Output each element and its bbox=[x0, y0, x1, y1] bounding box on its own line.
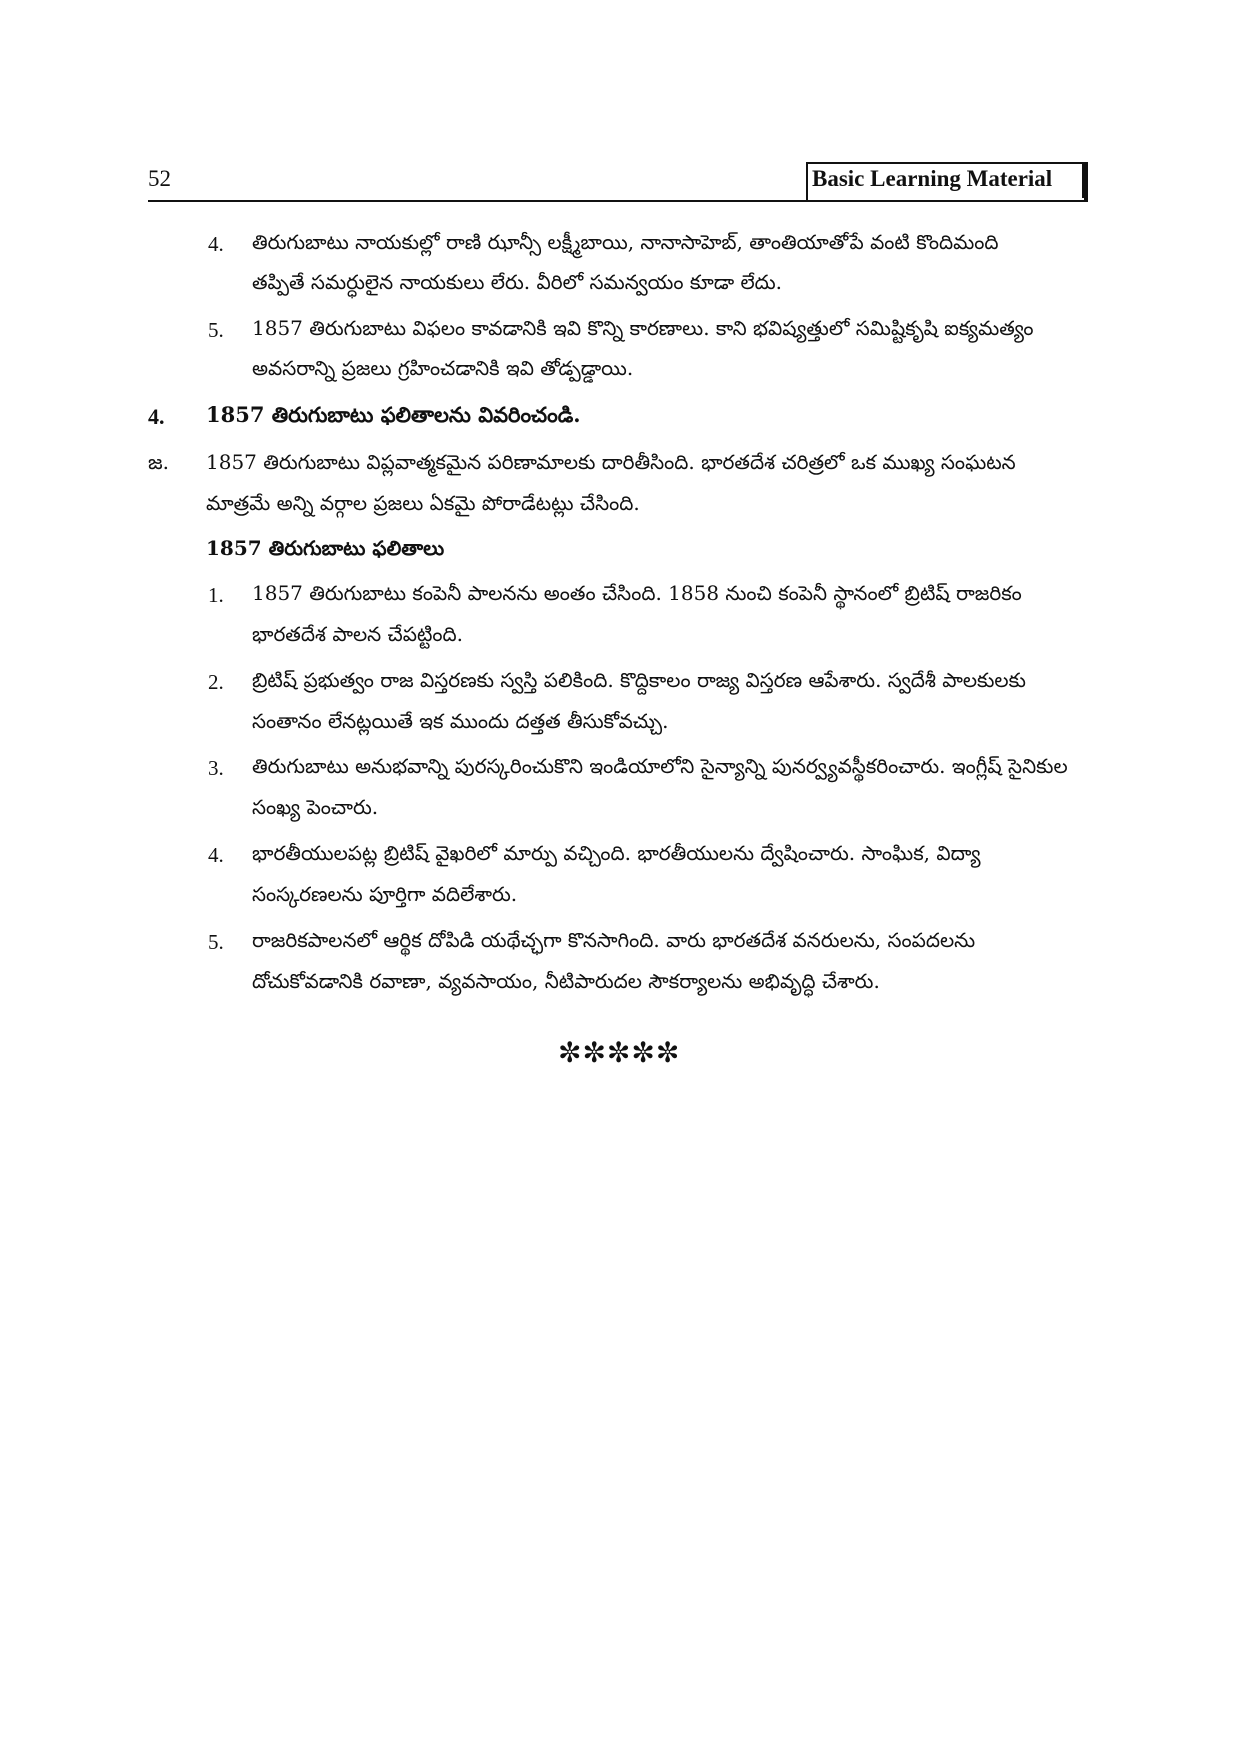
list-item-number: 2. bbox=[208, 670, 224, 694]
list-item-line: సంఖ్య పెంచారు. bbox=[252, 795, 379, 819]
page-number: 52 bbox=[148, 166, 171, 191]
list-item-line: బ్రిటిష్ ప్రభుత్వం రాజ విస్తరణకు స్వస్తి పలికింది. కొద్దికాలం రాజ్య విస్తరణ ఆపేశారు. స్వదేశీ పాలకులకు bbox=[252, 668, 1026, 692]
list-item-line: 1857 తిరుగుబాటు కంపెనీ పాలనను అంతం చేసింది. 1858 నుంచి కంపెనీ స్థానంలో బ్రిటిష్ రాజరికం bbox=[252, 581, 1022, 605]
end-of-section-stars: ✼✼✼✼✼ bbox=[558, 1036, 681, 1069]
list-item-line: అవసరాన్ని ప్రజలు గ్రహించడానికి ఇవి తోడ్పడ్డాయి. bbox=[252, 356, 634, 380]
subheading: 1857 తిరుగుబాటు ఫలితాలు bbox=[206, 536, 445, 560]
list-item-number: 4. bbox=[208, 843, 224, 867]
question-number: 4. bbox=[148, 404, 165, 429]
list-item-line: తిరుగుబాటు నాయకుల్లో రాణి ఝాన్సీ లక్ష్మీబాయి, నానాసాహెబ్, తాంతియాతోపే వంటి కొందిమంది bbox=[252, 230, 999, 254]
list-item-number: 4. bbox=[208, 232, 224, 256]
header-box-shadow bbox=[1084, 162, 1088, 202]
list-item-line: భారతీయులపట్ల బ్రిటిష్ వైఖరిలో మార్పు వచ్చింది. భారతీయులను ద్వేషించారు. సాంఘిక, విద్యా bbox=[252, 841, 981, 865]
list-item-line: తిరుగుబాటు అనుభవాన్ని పురస్కరించుకొని ఇండియాలోని సైన్యాన్ని పునర్వ్యవస్థీకరించారు. ఇంగ్లీష్ సైనికుల bbox=[252, 754, 1068, 778]
header-rule bbox=[148, 200, 1085, 202]
question-text: 1857 తిరుగుబాటు ఫలితాలను వివరించండి. bbox=[206, 402, 581, 427]
header-title: Basic Learning Material bbox=[812, 166, 1053, 191]
list-item-number: 3. bbox=[208, 756, 224, 780]
list-item-line: రాజరికపాలనలో ఆర్థిక దోపిడి యథేచ్ఛగా కొనసాగింది. వారు భారతదేశ వనరులను, సంపదలను bbox=[252, 928, 976, 952]
answer-line: 1857 తిరుగుబాటు విప్లవాత్మకమైన పరిణామాలకు దారితీసింది. భారతదేశ చరిత్రలో ఒక ముఖ్య సంఘటన bbox=[206, 450, 1016, 474]
list-item-line: తప్పితే సమర్ధులైన నాయకులు లేరు. వీరిలో సమన్వయం కూడా లేదు. bbox=[252, 270, 783, 294]
list-item-number: 5. bbox=[208, 318, 224, 342]
list-item-line: సంతానం లేనట్లయితే ఇక ముందు దత్తత తీసుకోవచ్చు. bbox=[252, 709, 669, 733]
list-item-line: దోచుకోవడానికి రవాణా, వ్యవసాయం, నీటిపారుదల సౌకర్యాలను అభివృద్ధి చేశారు. bbox=[252, 969, 880, 993]
list-item-line: భారతదేశ పాలన చేపట్టింది. bbox=[252, 622, 464, 646]
answer-label: జ. bbox=[148, 450, 169, 474]
list-item-line: 1857 తిరుగుబాటు విఫలం కావడానికి ఇవి కొన్ని కారణాలు. కాని భవిష్యత్తులో సమిష్టికృషి ఐక్యమత్యం bbox=[252, 316, 1034, 340]
list-item-number: 5. bbox=[208, 930, 224, 954]
list-item-number: 1. bbox=[208, 583, 224, 607]
list-item-line: సంస్కరణలను పూర్తిగా వదిలేశారు. bbox=[252, 882, 518, 906]
answer-line: మాత్రమే అన్ని వర్గాల ప్రజలు ఏకమై పోరాడేటట్లు చేసింది. bbox=[206, 491, 640, 515]
